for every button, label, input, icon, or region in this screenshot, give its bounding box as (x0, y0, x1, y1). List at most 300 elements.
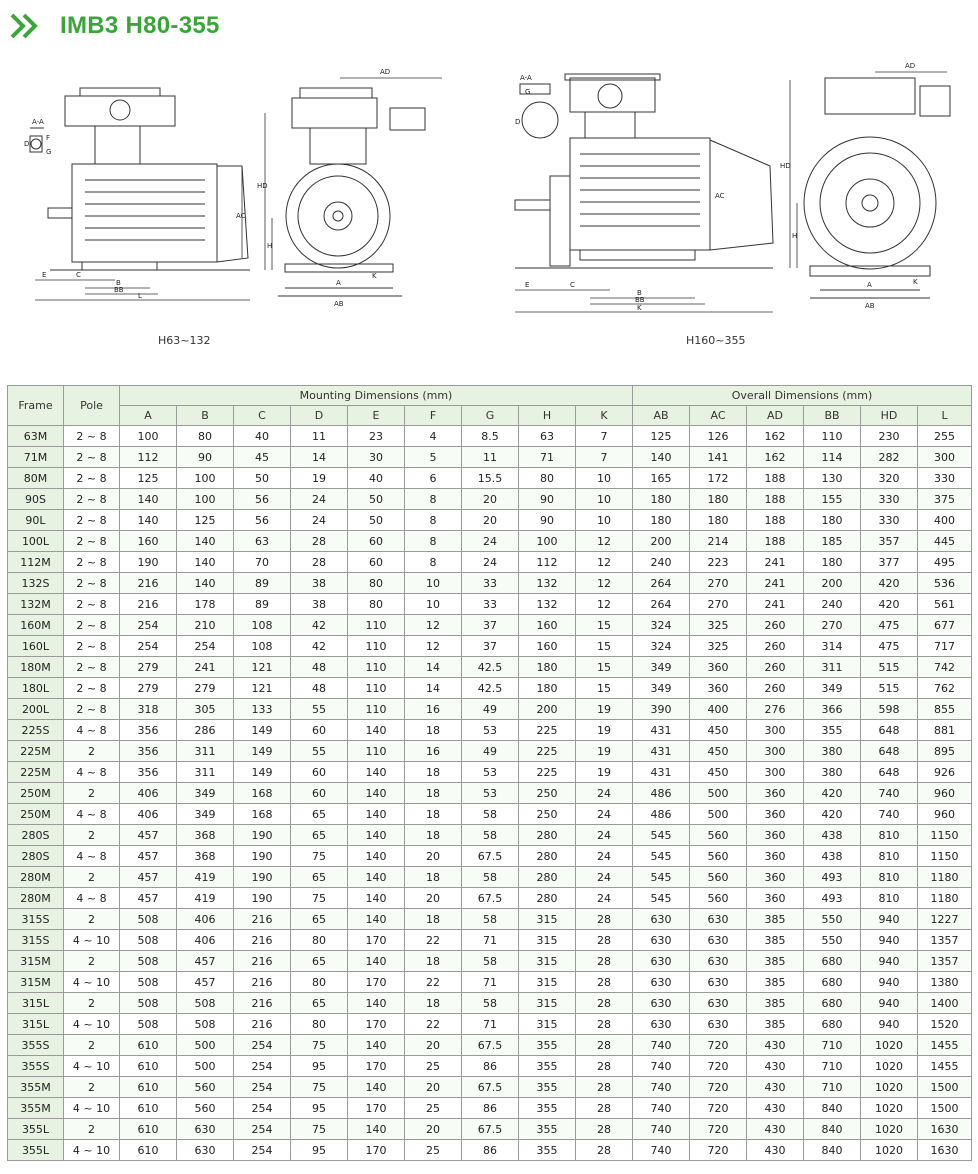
table-cell: 260 (747, 615, 804, 636)
label-aa: A-A (32, 118, 44, 126)
table-cell: 264 (633, 594, 690, 615)
label-a-large: A (867, 281, 872, 289)
frame-cell: 250M (8, 804, 64, 825)
table-cell: 28 (291, 531, 348, 552)
frame-cell: 280M (8, 867, 64, 888)
table-cell: 67.5 (462, 846, 519, 867)
table-cell: 457 (120, 888, 177, 909)
frame-cell: 355M (8, 1077, 64, 1098)
table-cell: 28 (291, 552, 348, 573)
table-cell: 18 (405, 762, 462, 783)
table-cell: 25 (405, 1140, 462, 1161)
table-cell: 254 (177, 636, 234, 657)
table-row (8, 1014, 972, 1035)
table-cell: 140 (348, 762, 405, 783)
table-cell: 561 (918, 594, 972, 615)
table-cell: 86 (462, 1140, 519, 1161)
table-cell: 110 (348, 678, 405, 699)
label-hd-large: HD (780, 162, 791, 170)
table-cell: 355 (519, 1035, 576, 1056)
pole-cell: 2 ~ 8 (64, 510, 120, 531)
table-cell: 420 (861, 594, 918, 615)
table-cell: 140 (348, 804, 405, 825)
table-cell: 100 (177, 468, 234, 489)
table-row (8, 1119, 972, 1140)
table-cell: 810 (861, 888, 918, 909)
table-cell: 740 (633, 1140, 690, 1161)
table-cell: 67.5 (462, 1077, 519, 1098)
table-cell: 254 (234, 1119, 291, 1140)
table-cell: 305 (177, 699, 234, 720)
table-cell: 1227 (918, 909, 972, 930)
table-cell: 210 (177, 615, 234, 636)
table-cell: 241 (747, 594, 804, 615)
table-cell: 940 (861, 951, 918, 972)
table-cell: 65 (291, 867, 348, 888)
col-frame: Frame (8, 386, 64, 426)
table-cell: 545 (633, 825, 690, 846)
table-cell: 1455 (918, 1035, 972, 1056)
table-cell: 457 (177, 972, 234, 993)
table-cell: 89 (234, 594, 291, 615)
table-cell: 1357 (918, 951, 972, 972)
table-cell: 720 (690, 1077, 747, 1098)
table-cell: 450 (690, 741, 747, 762)
table-cell: 149 (234, 741, 291, 762)
table-cell: 493 (804, 867, 861, 888)
table-row (8, 468, 972, 489)
label-k-side: K (637, 304, 642, 312)
table-cell: 406 (177, 909, 234, 930)
table-cell: 140 (348, 951, 405, 972)
pole-cell: 2 (64, 1077, 120, 1098)
label-ab: AB (334, 300, 344, 308)
table-cell: 37 (462, 615, 519, 636)
frame-cell: 355S (8, 1056, 64, 1077)
table-cell: 1180 (918, 888, 972, 909)
table-cell: 25 (405, 1056, 462, 1077)
caption-large-frame: H160~355 (686, 334, 746, 347)
table-cell: 355 (519, 1056, 576, 1077)
pole-cell: 2 ~ 8 (64, 552, 120, 573)
table-cell: 895 (918, 741, 972, 762)
table-cell: 311 (804, 657, 861, 678)
table-cell: 58 (462, 993, 519, 1014)
table-cell: 508 (177, 1014, 234, 1035)
table-cell: 349 (177, 783, 234, 804)
table-row (8, 825, 972, 846)
table-cell: 598 (861, 699, 918, 720)
table-cell: 360 (690, 657, 747, 678)
table-cell: 630 (690, 930, 747, 951)
table-row (8, 867, 972, 888)
table-cell: 508 (120, 930, 177, 951)
label-b-large: B (637, 289, 642, 297)
table-cell: 20 (405, 846, 462, 867)
table-cell: 19 (576, 762, 633, 783)
table-cell: 926 (918, 762, 972, 783)
table-cell: 810 (861, 867, 918, 888)
table-cell: 280 (519, 867, 576, 888)
table-cell: 508 (177, 993, 234, 1014)
table-cell: 10 (405, 573, 462, 594)
frame-cell: 280M (8, 888, 64, 909)
table-cell: 10 (576, 510, 633, 531)
table-cell: 19 (576, 699, 633, 720)
table-cell: 254 (234, 1056, 291, 1077)
table-cell: 360 (747, 888, 804, 909)
table-cell: 325 (690, 615, 747, 636)
table-cell: 89 (234, 573, 291, 594)
label-ad-large: AD (905, 62, 916, 70)
frame-cell: 315S (8, 930, 64, 951)
table-cell: 360 (690, 678, 747, 699)
pole-cell: 2 ~ 8 (64, 678, 120, 699)
table-cell: 12 (405, 615, 462, 636)
table-cell: 110 (348, 657, 405, 678)
frame-cell: 180M (8, 657, 64, 678)
table-cell: 508 (120, 993, 177, 1014)
table-cell: 188 (747, 489, 804, 510)
table-cell: 60 (291, 783, 348, 804)
col-mounting-e: E (348, 406, 405, 426)
col-mounting-f: F (405, 406, 462, 426)
table-cell: 315 (519, 993, 576, 1014)
table-cell: 1020 (861, 1056, 918, 1077)
label-e: E (42, 271, 47, 279)
table-cell: 160 (519, 636, 576, 657)
table-cell: 457 (120, 867, 177, 888)
table-cell: 140 (177, 552, 234, 573)
pole-cell: 2 ~ 8 (64, 468, 120, 489)
table-cell: 15 (576, 615, 633, 636)
frame-cell: 315M (8, 951, 64, 972)
pole-cell: 2 ~ 8 (64, 615, 120, 636)
table-cell: 1520 (918, 1014, 972, 1035)
table-cell: 140 (348, 867, 405, 888)
table-cell: 71 (462, 972, 519, 993)
table-cell: 264 (633, 573, 690, 594)
table-cell: 141 (690, 447, 747, 468)
table-cell: 71 (462, 930, 519, 951)
table-cell: 140 (177, 531, 234, 552)
table-cell: 740 (633, 1098, 690, 1119)
table-cell: 314 (804, 636, 861, 657)
table-cell: 710 (804, 1035, 861, 1056)
table-cell: 279 (120, 678, 177, 699)
table-cell: 330 (918, 468, 972, 489)
table-cell: 377 (861, 552, 918, 573)
table-cell: 53 (462, 762, 519, 783)
table-cell: 67.5 (462, 1119, 519, 1140)
table-cell: 53 (462, 720, 519, 741)
pole-cell: 4 ~ 10 (64, 930, 120, 951)
table-cell: 1500 (918, 1077, 972, 1098)
table-cell: 170 (348, 972, 405, 993)
table-cell: 500 (690, 804, 747, 825)
frame-cell: 250M (8, 783, 64, 804)
table-cell: 38 (291, 594, 348, 615)
table-row (8, 1098, 972, 1119)
table-cell: 40 (348, 468, 405, 489)
table-cell: 24 (576, 783, 633, 804)
table-cell: 12 (405, 636, 462, 657)
table-cell: 216 (120, 594, 177, 615)
frame-cell: 225S (8, 720, 64, 741)
table-row (8, 909, 972, 930)
table-cell: 430 (747, 1098, 804, 1119)
table-row (8, 804, 972, 825)
table-cell: 840 (804, 1098, 861, 1119)
table-cell: 311 (177, 741, 234, 762)
table-cell: 50 (348, 489, 405, 510)
table-cell: 648 (861, 762, 918, 783)
table-cell: 65 (291, 951, 348, 972)
table-cell: 60 (348, 552, 405, 573)
table-cell: 18 (405, 867, 462, 888)
table-cell: 648 (861, 741, 918, 762)
table-cell: 270 (690, 573, 747, 594)
frame-cell: 225M (8, 762, 64, 783)
label-h-large: H (792, 232, 798, 240)
table-row (8, 930, 972, 951)
table-cell: 368 (177, 846, 234, 867)
table-row (8, 615, 972, 636)
table-cell: 214 (690, 531, 747, 552)
table-cell: 20 (462, 510, 519, 531)
table-cell: 720 (690, 1035, 747, 1056)
table-cell: 121 (234, 678, 291, 699)
table-cell: 86 (462, 1098, 519, 1119)
table-cell: 24 (576, 867, 633, 888)
table-cell: 4 (405, 426, 462, 447)
table-cell: 140 (348, 1119, 405, 1140)
label-ac-large: AC (715, 192, 725, 200)
table-cell: 260 (747, 657, 804, 678)
table-row (8, 1140, 972, 1161)
table-cell: 8 (405, 552, 462, 573)
table-cell: 216 (234, 972, 291, 993)
label-b: B (116, 279, 121, 287)
table-cell: 241 (747, 552, 804, 573)
table-cell: 23 (348, 426, 405, 447)
table-cell: 385 (747, 951, 804, 972)
side-view-motor (48, 88, 250, 270)
frame-cell: 100L (8, 531, 64, 552)
table-cell: 450 (690, 720, 747, 741)
pole-cell: 2 (64, 1119, 120, 1140)
table-cell: 366 (804, 699, 861, 720)
col-mounting-h: H (519, 406, 576, 426)
table-cell: 940 (861, 993, 918, 1014)
table-cell: 95 (291, 1098, 348, 1119)
table-cell: 140 (120, 510, 177, 531)
label-d-large: D (515, 118, 521, 126)
shaft-section-detail (30, 128, 44, 152)
table-cell: 180 (519, 678, 576, 699)
table-cell: 80 (348, 594, 405, 615)
table-cell: 320 (861, 468, 918, 489)
table-cell: 63 (519, 426, 576, 447)
table-cell: 180 (804, 510, 861, 531)
table-cell: 149 (234, 720, 291, 741)
label-l: L (138, 292, 142, 300)
table-cell: 315 (519, 909, 576, 930)
table-cell: 16 (405, 741, 462, 762)
table-cell: 680 (804, 972, 861, 993)
col-mounting-k: K (576, 406, 633, 426)
table-cell: 315 (519, 972, 576, 993)
table-cell: 280 (519, 888, 576, 909)
table-cell: 375 (918, 489, 972, 510)
label-g: G (46, 148, 52, 156)
table-cell: 50 (234, 468, 291, 489)
table-cell: 7 (576, 447, 633, 468)
table-cell: 95 (291, 1140, 348, 1161)
table-cell: 356 (120, 741, 177, 762)
table-cell: 67.5 (462, 888, 519, 909)
table-cell: 168 (234, 804, 291, 825)
frame-cell: 180L (8, 678, 64, 699)
table-cell: 740 (633, 1119, 690, 1140)
pole-cell: 2 ~ 8 (64, 447, 120, 468)
table-cell: 368 (177, 825, 234, 846)
table-cell: 560 (690, 825, 747, 846)
table-row (8, 699, 972, 720)
table-cell: 18 (405, 825, 462, 846)
label-k: K (372, 272, 377, 280)
table-cell: 56 (234, 510, 291, 531)
table-cell: 406 (120, 783, 177, 804)
table-cell: 180 (690, 510, 747, 531)
table-cell: 315 (519, 930, 576, 951)
table-cell: 28 (576, 930, 633, 951)
table-cell: 15 (576, 657, 633, 678)
table-cell: 28 (576, 1014, 633, 1035)
frame-cell: 315S (8, 909, 64, 930)
table-cell: 65 (291, 993, 348, 1014)
pole-cell: 2 ~ 8 (64, 594, 120, 615)
label-f: F (46, 134, 51, 142)
table-cell: 12 (576, 594, 633, 615)
table-cell: 200 (633, 531, 690, 552)
table-cell: 10 (576, 468, 633, 489)
table-cell: 100 (120, 426, 177, 447)
table-cell: 200 (519, 699, 576, 720)
table-cell: 430 (747, 1119, 804, 1140)
table-row (8, 636, 972, 657)
table-cell: 349 (633, 678, 690, 699)
table-cell: 225 (519, 741, 576, 762)
page-title: IMB3 H80-355 (60, 12, 220, 39)
table-cell: 108 (234, 615, 291, 636)
table-cell: 112 (519, 552, 576, 573)
table-cell: 149 (234, 762, 291, 783)
table-cell: 560 (690, 888, 747, 909)
table-row (8, 657, 972, 678)
table-cell: 486 (633, 783, 690, 804)
label-c: C (76, 271, 81, 279)
col-mounting-a: A (120, 406, 177, 426)
frame-cell: 355M (8, 1098, 64, 1119)
col-overall-ad: AD (747, 406, 804, 426)
table-row (8, 951, 972, 972)
table-cell: 500 (690, 783, 747, 804)
table-cell: 720 (690, 1140, 747, 1161)
table-cell: 279 (120, 657, 177, 678)
col-mounting-b: B (177, 406, 234, 426)
table-cell: 762 (918, 678, 972, 699)
frame-cell: 200L (8, 699, 64, 720)
table-cell: 71 (519, 447, 576, 468)
table-cell: 430 (747, 1077, 804, 1098)
table-cell: 360 (747, 825, 804, 846)
table-cell: 1150 (918, 825, 972, 846)
table-cell: 8 (405, 510, 462, 531)
label-hd: HD (257, 182, 268, 190)
table-cell: 431 (633, 741, 690, 762)
frame-cell: 90S (8, 489, 64, 510)
frame-cell: 132S (8, 573, 64, 594)
pole-cell: 2 (64, 993, 120, 1014)
table-cell: 216 (234, 909, 291, 930)
table-cell: 20 (405, 1035, 462, 1056)
table-cell: 1020 (861, 1077, 918, 1098)
table-cell: 390 (633, 699, 690, 720)
table-cell: 132 (519, 573, 576, 594)
pole-cell: 4 ~ 10 (64, 1014, 120, 1035)
table-cell: 515 (861, 657, 918, 678)
table-cell: 18 (405, 909, 462, 930)
table-cell: 155 (804, 489, 861, 510)
table-cell: 720 (690, 1098, 747, 1119)
table-cell: 545 (633, 888, 690, 909)
table-cell: 5 (405, 447, 462, 468)
pole-cell: 4 ~ 10 (64, 1140, 120, 1161)
table-cell: 20 (405, 1119, 462, 1140)
table-cell: 140 (348, 825, 405, 846)
table-cell: 508 (120, 909, 177, 930)
table-cell: 170 (348, 930, 405, 951)
table-cell: 20 (405, 1077, 462, 1098)
table-cell: 550 (804, 909, 861, 930)
table-cell: 112 (120, 447, 177, 468)
table-cell: 630 (177, 1119, 234, 1140)
table-cell: 28 (576, 951, 633, 972)
table-cell: 349 (804, 678, 861, 699)
table-cell: 188 (747, 531, 804, 552)
table-cell: 225 (519, 762, 576, 783)
table-cell: 38 (291, 573, 348, 594)
frame-cell: 225M (8, 741, 64, 762)
table-cell: 457 (120, 846, 177, 867)
table-cell: 610 (120, 1140, 177, 1161)
table-cell: 60 (291, 720, 348, 741)
table-cell: 48 (291, 678, 348, 699)
table-row (8, 888, 972, 909)
table-cell: 1500 (918, 1098, 972, 1119)
table-cell: 20 (462, 489, 519, 510)
table-cell: 70 (234, 552, 291, 573)
frame-cell: 71M (8, 447, 64, 468)
table-cell: 431 (633, 762, 690, 783)
table-cell: 110 (348, 615, 405, 636)
table-cell: 216 (120, 573, 177, 594)
table-cell: 110 (348, 699, 405, 720)
table-cell: 90 (519, 489, 576, 510)
label-g-large: G (525, 88, 531, 96)
col-overall-bb: BB (804, 406, 861, 426)
